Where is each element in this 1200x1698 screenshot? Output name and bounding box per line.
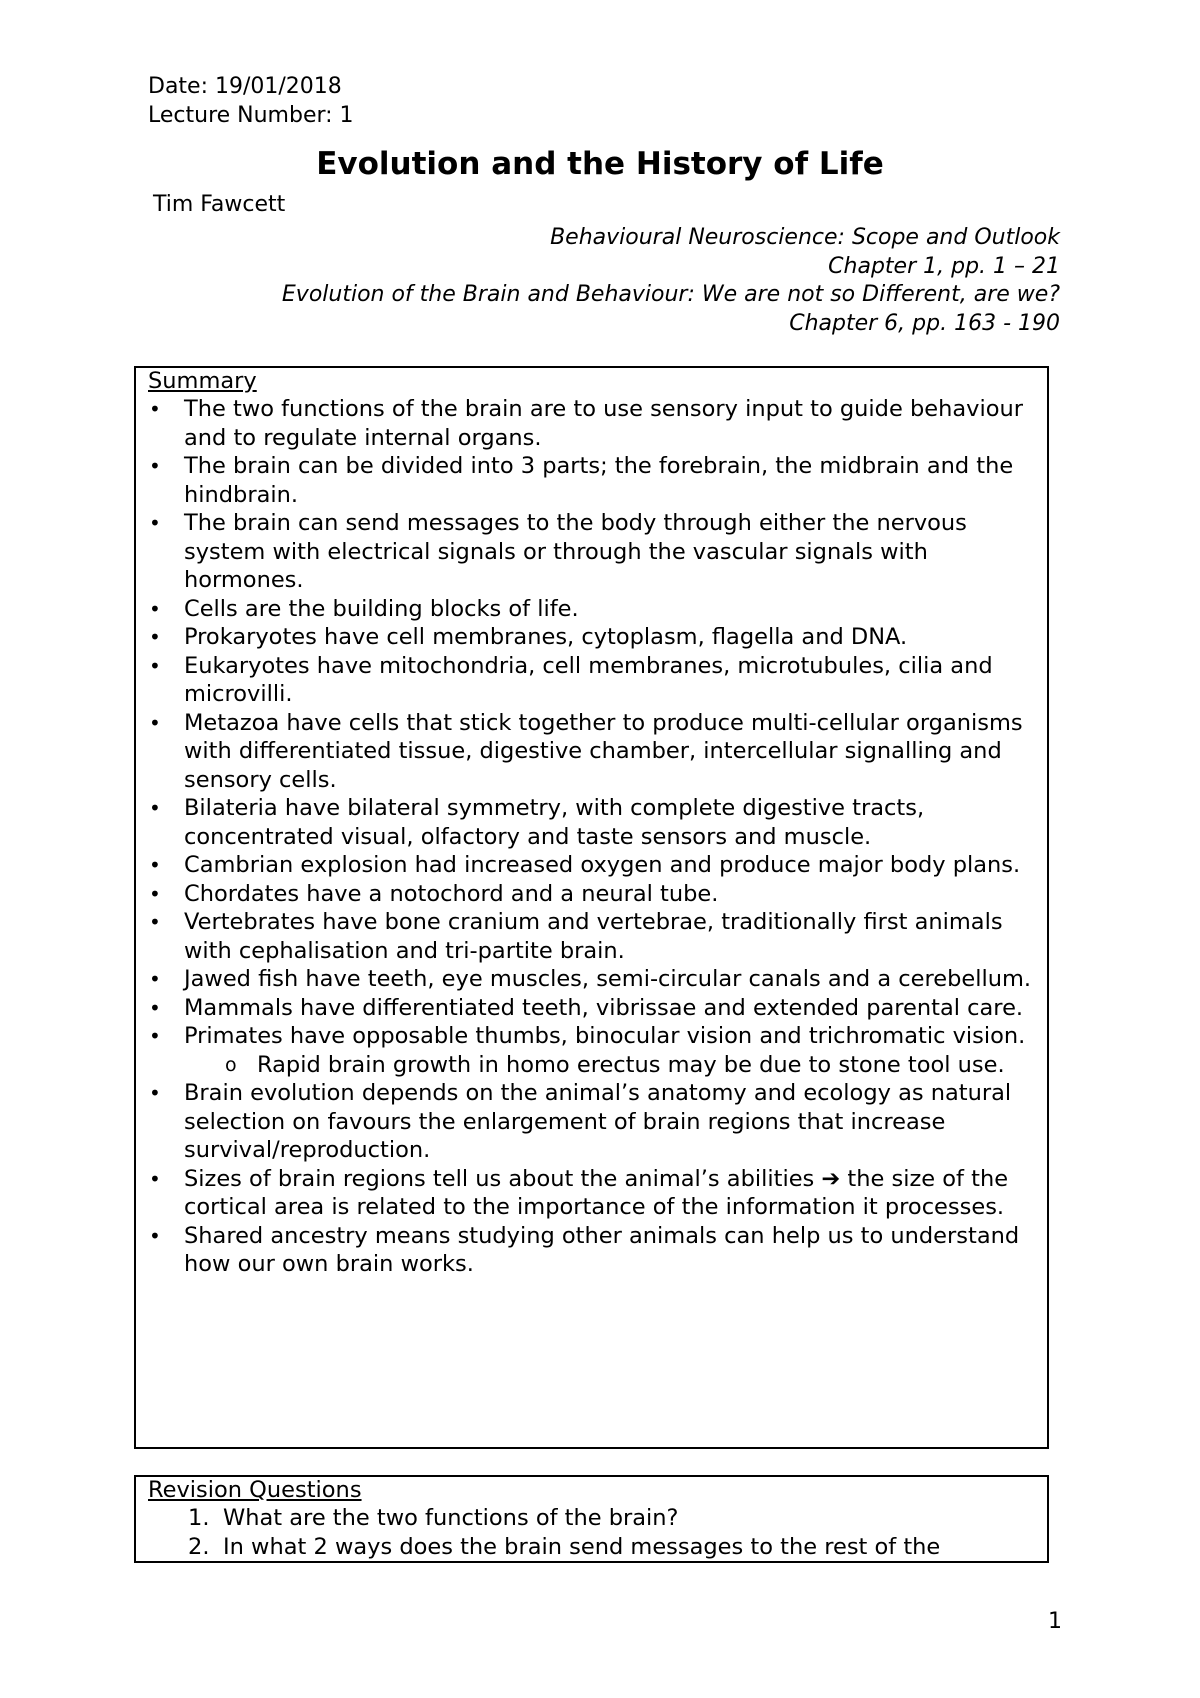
summary-item [144,880,1039,909]
question-text: In what 2 ways does the brain send messages to the rest of the [223,1533,941,1560]
page-title: Evolution and the History of Life [316,146,884,182]
bullet-icon: • [149,1081,161,1105]
summary-item-text: Cells are the building blocks of life. [184,595,579,622]
summary-item [144,509,1039,595]
summary-list [144,395,1039,1279]
summary-item [144,452,1039,509]
lecture-number-line: Lecture Number: 1 [148,103,354,128]
summary-item [144,1079,1039,1165]
bullet-icon: • [149,1166,161,1191]
summary-item-text: Bilateria have bilateral symmetry, with complete digestive tracts, concentrated visual, olfactory and taste sensors and muscle. [184,795,925,850]
revision-questions-box [134,1475,1049,1563]
summary-item-text: Brain evolution depends on the animal’s anatomy and ecology as natural selection on favours the enlargement of brain regions that increase survival/reproduction. [184,1080,1012,1163]
date-line: Date: 19/01/2018 [148,74,342,99]
question-text: What are the two functions of the brain? [223,1505,679,1531]
summary-item [144,994,1039,1023]
bullet-icon: • [149,1024,161,1048]
revision-heading: Revision Questions [148,1477,362,1503]
summary-item [144,623,1039,652]
reference-line: Chapter 6, pp. 163 - 190 [789,310,1060,336]
summary-sublist [184,1051,1039,1080]
bullet-icon: • [149,995,161,1020]
bullet-icon: • [149,397,161,421]
summary-item-text: Jawed fish have teeth, eye muscles, semi-circular canals and a cerebellum. [184,966,1032,992]
bullet-icon: • [149,881,161,906]
summary-box [134,366,1049,1449]
bullet-icon: • [149,853,161,877]
page-number: 1 [1048,1609,1062,1634]
reference-line: Evolution of the Brain and Behaviour: We are not so Different, are we? [281,282,1060,307]
bullet-icon: • [149,796,161,820]
bullet-icon: • [149,625,161,649]
summary-item [144,965,1039,994]
summary-item-text: Metazoa have cells that stick together to produce multi-cellular organisms with differentiated tissue, digestive chamber, intercellular signalling and sensory cells. [184,709,1023,793]
summary-item [144,794,1039,851]
reference-line: Chapter 1, pp. 1 – 21 [828,253,1060,279]
summary-item-text: The two functions of the brain are to use sensory input to guide behaviour and to regulate internal organs. [184,396,1023,451]
summary-item-text: Sizes of brain regions tell us about the animal’s abilities ➔ the size of the cortical area is related to the importance of the information it processes. [184,1165,1009,1220]
author-name: Tim Fawcett [153,192,286,217]
question-number: 1. [188,1505,210,1531]
reading-references [282,224,1060,338]
revision-question [144,1504,1039,1533]
summary-item [144,851,1039,880]
summary-item-text: Shared ancestry means studying other animals can help us to understand how our own brain works. [184,1222,1020,1277]
bullet-icon: • [149,511,161,535]
summary-subitem [184,1051,1039,1080]
summary-item [144,709,1039,795]
reference-line: Behavioural Neuroscience: Scope and Outlook [550,225,1060,250]
summary-heading: Summary [148,368,257,394]
bullet-icon: • [149,710,161,735]
summary-item [144,1022,1039,1079]
question-number: 2. [188,1533,210,1560]
summary-item [144,395,1039,452]
bullet-icon: • [149,967,161,991]
summary-item-text: Chordates have a notochord and a neural tube. [184,880,719,907]
summary-item [144,1165,1039,1222]
revision-question [144,1533,1039,1562]
summary-item [144,595,1039,624]
summary-item [144,908,1039,965]
sub-bullet-icon: o [225,1053,237,1076]
summary-item [144,652,1039,709]
summary-item-text: Cambrian explosion had increased oxygen and produce major body plans. [184,852,1021,878]
lecture-meta [148,72,354,130]
summary-item-text: The brain can be divided into 3 parts; the forebrain, the midbrain and the hindbrain. [184,453,1014,508]
bullet-icon: • [149,596,161,621]
summary-item-text: Primates have opposable thumbs, binocular vision and trichromatic vision. [184,1023,1026,1049]
bullet-icon: • [149,454,161,478]
summary-item-text: Prokaryotes have cell membranes, cytoplasm, flagella and DNA. [184,624,908,650]
bullet-icon: • [149,1223,161,1248]
summary-item-text: Vertebrates have bone cranium and vertebrae, traditionally first animals with cephalisation and tri-partite brain. [184,909,1003,964]
bullet-icon: • [149,910,161,934]
summary-item-text: The brain can send messages to the body through either the nervous system with electrical signals or through the vascular signals with hormones. [184,510,967,593]
summary-item [144,1222,1039,1279]
bullet-icon: • [149,653,161,678]
summary-item-text: Mammals have differentiated teeth, vibrissae and extended parental care. [184,994,1024,1021]
summary-item-text: Eukaryotes have mitochondria, cell membranes, microtubules, cilia and microvilli. [184,652,993,707]
summary-subitem-text: Rapid brain growth in homo erectus may be due to stone tool use. [257,1051,1005,1078]
revision-question-list [144,1504,1039,1561]
